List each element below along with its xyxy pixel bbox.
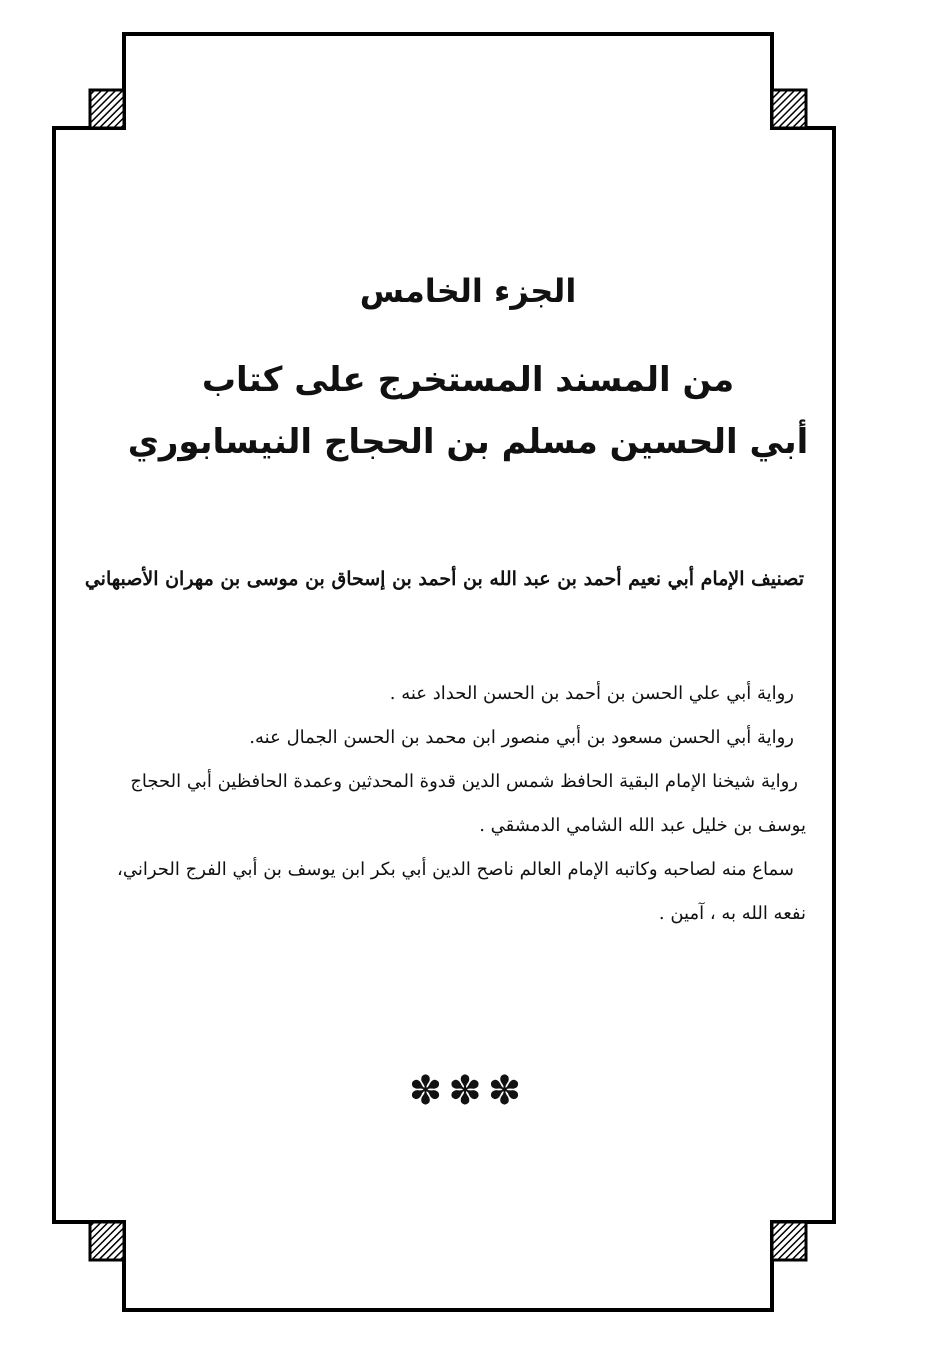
corner-ornament-bottom-right xyxy=(772,1222,806,1260)
narration-line: رواية أبي علي الحسن بن أحمد بن الحسن الحداد عنه . xyxy=(389,683,794,704)
narration-line: نفعه الله به ، آمين . xyxy=(658,903,806,924)
volume-title: الجزء الخامس xyxy=(359,272,577,310)
corner-ornament-bottom-left xyxy=(90,1222,124,1260)
narration-line: رواية أبي الحسن مسعود بن أبي منصور ابن محمد بن الحسن الجمال عنه. xyxy=(249,727,794,748)
corner-ornament-top-left xyxy=(90,90,124,128)
book-title-line-2: أبي الحسين مسلم بن الحجاج النيسابوري xyxy=(127,422,809,462)
author-line: تصنيف الإمام أبي نعيم أحمد بن عبد الله بن أحمد بن إسحاق بن موسى بن مهران الأصبهاني xyxy=(84,568,804,590)
narration-line: يوسف بن خليل عبد الله الشامي الدمشقي . xyxy=(479,815,806,836)
book-title-line-1: من المسند المستخرج على كتاب xyxy=(201,360,735,400)
star-ornament: ✽✽✽ xyxy=(408,1068,528,1114)
corner-ornament-top-right xyxy=(772,90,806,128)
narration-chain xyxy=(64,672,806,936)
narration-line: سماع منه لصاحبه وكاتبه الإمام العالم ناصح الدين أبي بكر ابن يوسف بن أبي الفرج الحراني، xyxy=(117,859,794,880)
narration-line: رواية شيخنا الإمام البقية الحافظ شمس الدين قدوة المحدثين وعمدة الحافظين أبي الحجاج xyxy=(130,771,798,792)
